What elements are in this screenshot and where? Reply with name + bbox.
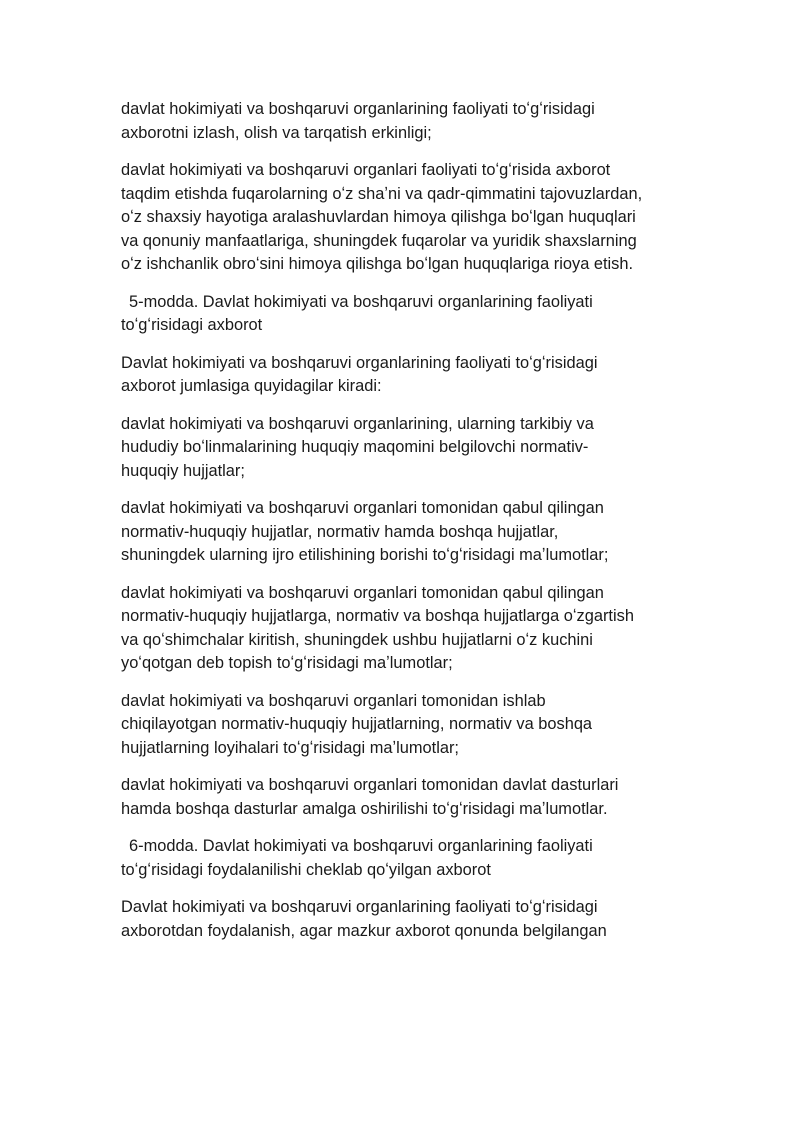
text-line: davlat hokimiyati va boshqaruvi organlari faoliyati toʻgʻrisida axborot bbox=[121, 161, 611, 179]
article-heading bbox=[121, 835, 691, 882]
text-line: huquqiy hujjatlar; bbox=[121, 461, 245, 480]
text-line: shuningdek ularning ijro etilishining borishi toʻgʻrisidagi maʼlumotlar; bbox=[121, 546, 609, 564]
text-line: taqdim etishda fuqarolarning oʻz shaʼni va qadr-qimmatini tajovuzlardan, bbox=[121, 184, 643, 203]
text-line: oʻz shaxsiy hayotiga aralashuvlardan himoya qilishga boʻlgan huquqlari bbox=[121, 208, 636, 226]
text-line: davlat hokimiyati va boshqaruvi organlari tomonidan ishlab bbox=[121, 691, 546, 710]
text-line: hujjatlarning loyihalari toʻgʻrisidagi maʼlumotlar; bbox=[121, 738, 459, 757]
paragraph bbox=[121, 352, 691, 399]
text-line: va qoʻshimchalar kiritish, shuningdek ushbu hujjatlarni oʻz kuchini bbox=[121, 630, 593, 649]
paragraph bbox=[121, 497, 691, 568]
text-line: chiqilayotgan normativ-huquqiy hujjatlarning, normativ va boshqa bbox=[121, 715, 593, 733]
paragraph bbox=[121, 413, 691, 484]
text-line: normativ-huquqiy hujjatlar, normativ hamda boshqa hujjatlar, bbox=[121, 522, 559, 541]
text-line: toʻgʻrisidagi axborot bbox=[121, 316, 263, 334]
text-line: davlat hokimiyati va boshqaruvi organlari tomonidan qabul qilingan bbox=[121, 499, 604, 517]
text-line: davlat hokimiyati va boshqaruvi organlarining, ularning tarkibiy va bbox=[121, 414, 594, 433]
text-line: axborot jumlasiga quyidagilar kiradi: bbox=[121, 377, 382, 395]
document-body bbox=[121, 98, 691, 957]
paragraph bbox=[121, 690, 691, 761]
text-line: axborotni izlash, olish va tarqatish erkinligi; bbox=[121, 123, 432, 142]
text-line: yoʻqotgan deb topish toʻgʻrisidagi maʼlumotlar; bbox=[121, 654, 453, 672]
paragraph bbox=[121, 159, 691, 277]
text-line: normativ-huquqiy hujjatlarga, normativ va boshqa hujjatlarga oʻzgartish bbox=[121, 607, 634, 625]
text-line: toʻgʻrisidagi foydalanilishi cheklab qoʻyilgan axborot bbox=[121, 860, 491, 879]
text-line: 5-modda. Davlat hokimiyati va boshqaruvi organlarining faoliyati bbox=[129, 292, 593, 311]
text-line: oʻz ishchanlik obroʻsini himoya qilishga boʻlgan huquqlariga rioya etish. bbox=[121, 255, 634, 273]
text-line: Davlat hokimiyati va boshqaruvi organlarining faoliyati toʻgʻrisidagi bbox=[121, 898, 598, 916]
text-line: hamda boshqa dasturlar amalga oshirilishi toʻgʻrisidagi maʼlumotlar. bbox=[121, 799, 608, 818]
paragraph bbox=[121, 582, 691, 676]
text-line: Davlat hokimiyati va boshqaruvi organlarining faoliyati toʻgʻrisidagi bbox=[121, 353, 598, 372]
article-heading bbox=[121, 291, 691, 338]
text-line: davlat hokimiyati va boshqaruvi organlari tomonidan davlat dasturlari bbox=[121, 776, 619, 794]
text-line: axborotdan foydalanish, agar mazkur axborot qonunda belgilangan bbox=[121, 921, 607, 940]
text-line: 6-modda. Davlat hokimiyati va boshqaruvi organlarining faoliyati bbox=[129, 837, 593, 855]
text-line: davlat hokimiyati va boshqaruvi organlarining faoliyati toʻgʻrisidagi bbox=[121, 100, 595, 118]
text-line: hududiy boʻlinmalarining huquqiy maqomini belgilovchi normativ- bbox=[121, 438, 589, 456]
text-line: va qonuniy manfaatlariga, shuningdek fuqarolar va yuridik shaxslarning bbox=[121, 231, 637, 250]
paragraph bbox=[121, 774, 691, 821]
text-line: davlat hokimiyati va boshqaruvi organlari tomonidan qabul qilingan bbox=[121, 583, 604, 602]
paragraph bbox=[121, 896, 691, 943]
paragraph bbox=[121, 98, 691, 145]
